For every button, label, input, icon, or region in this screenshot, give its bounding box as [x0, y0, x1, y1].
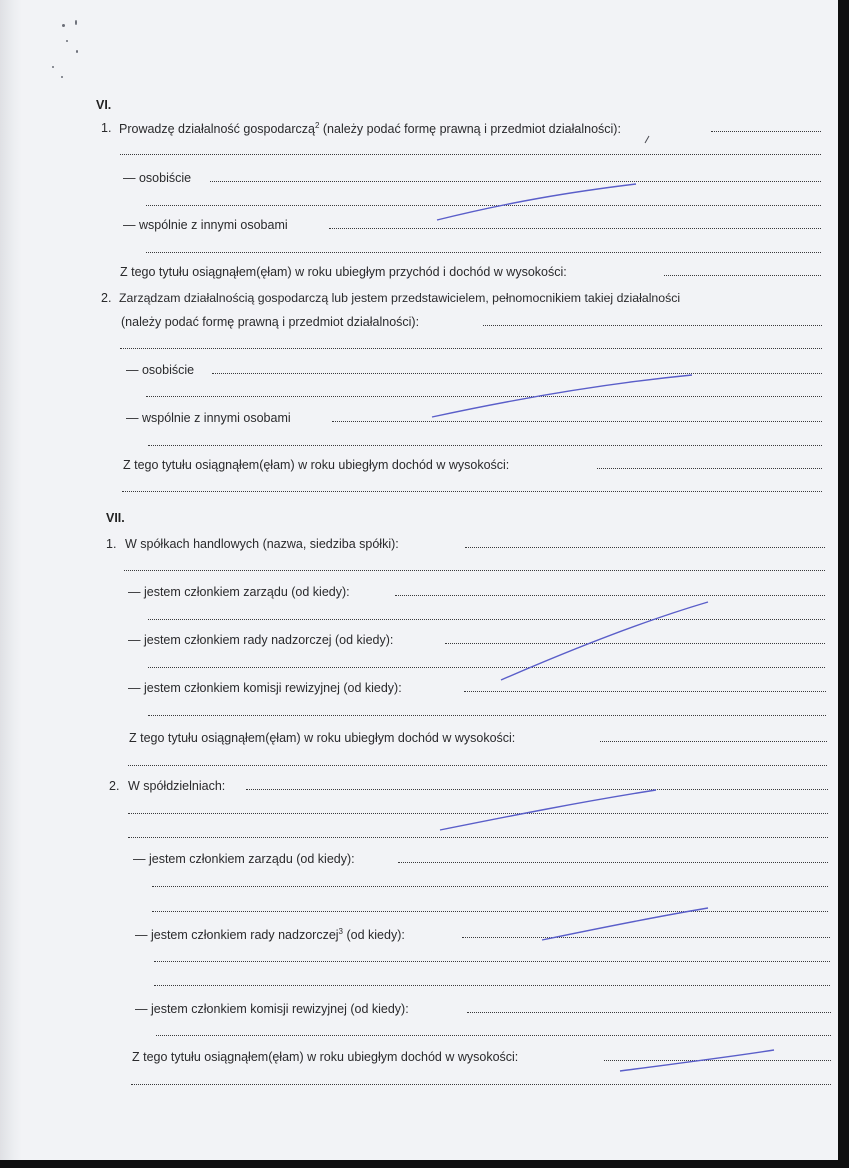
scan-edge	[0, 0, 22, 1160]
option-jointly: — wspólnie z innymi osobami	[123, 218, 288, 232]
answer-line[interactable]	[464, 691, 826, 692]
answer-line[interactable]	[483, 325, 822, 326]
section-heading-vii: VII.	[106, 511, 125, 525]
answer-line[interactable]	[152, 911, 828, 912]
scan-speck	[61, 76, 63, 78]
section-heading-vi: VI.	[96, 98, 112, 112]
answer-line[interactable]	[124, 570, 825, 571]
option-supervisory-board	[135, 928, 405, 942]
question-cooperatives: W spółdzielniach:	[128, 779, 226, 793]
answer-line[interactable]	[148, 619, 825, 620]
question-management: Zarządzam działalnością gospodarczą lub jestem przedstawicielem, pełnomocnikiem takiej działalności	[119, 291, 681, 305]
option-board-member: — jestem członkiem zarządu (od kiedy):	[133, 852, 355, 866]
scan-speck	[52, 66, 54, 68]
answer-line[interactable]	[146, 205, 821, 206]
answer-line[interactable]	[154, 961, 830, 962]
answer-line[interactable]	[148, 667, 825, 668]
question-management-cont: (należy podać formę prawną i przedmiot działalności):	[121, 315, 420, 329]
answer-line[interactable]	[210, 181, 821, 182]
option-personally: — osobiście	[126, 363, 195, 377]
answer-line[interactable]	[212, 373, 822, 374]
answer-line[interactable]	[120, 154, 821, 155]
answer-line[interactable]	[146, 252, 821, 253]
answer-line[interactable]	[465, 547, 825, 548]
answer-line[interactable]	[146, 396, 822, 397]
option-supervisory-board: — jestem członkiem rady nadzorczej (od kiedy):	[128, 633, 394, 647]
answer-line[interactable]	[122, 491, 822, 492]
option-board-member: — jestem członkiem zarządu (od kiedy):	[128, 585, 350, 599]
option-personally: — osobiście	[123, 171, 192, 185]
answer-line[interactable]	[246, 789, 828, 790]
answer-line[interactable]	[597, 468, 822, 469]
answer-line[interactable]	[467, 1012, 831, 1013]
answer-line[interactable]	[664, 275, 821, 276]
answer-line[interactable]	[120, 348, 822, 349]
option-audit-committee: — jestem członkiem komisji rewizyjnej (od kiedy):	[135, 1002, 409, 1016]
scan-speck	[76, 50, 78, 53]
item-number: 2.	[109, 779, 120, 793]
option-text-cont: (od kiedy):	[343, 928, 405, 943]
scan-speck	[62, 24, 65, 27]
scan-speck	[66, 40, 68, 42]
answer-line[interactable]	[154, 985, 830, 986]
item-number: 1.	[106, 537, 117, 551]
income-statement: Z tego tytułu osiągnąłem(ęłam) w roku ubiegłym dochód w wysokości:	[129, 731, 516, 745]
answer-line[interactable]	[604, 1060, 831, 1061]
answer-line[interactable]	[600, 741, 827, 742]
answer-line[interactable]	[152, 886, 828, 887]
answer-line[interactable]	[128, 837, 828, 838]
answer-line[interactable]	[332, 421, 822, 422]
income-statement: Z tego tytułu osiągnąłem(ęłam) w roku ubiegłym dochód w wysokości:	[132, 1050, 519, 1064]
answer-line[interactable]	[148, 445, 822, 446]
item-number: 1.	[101, 121, 112, 135]
footnote-mark: 2	[314, 121, 320, 130]
answer-line[interactable]	[398, 862, 828, 863]
answer-line[interactable]	[462, 937, 830, 938]
income-statement: Z tego tytułu osiągnąłem(ęłam) w roku ubiegłym przychód i dochód w wysokości:	[120, 265, 567, 279]
option-jointly: — wspólnie z innymi osobami	[126, 411, 291, 425]
answer-line[interactable]	[131, 1084, 831, 1085]
answer-line[interactable]	[445, 643, 825, 644]
question-commercial-companies: W spółkach handlowych (nazwa, siedziba spółki):	[125, 537, 399, 551]
answer-line[interactable]	[329, 228, 821, 229]
answer-line[interactable]	[148, 715, 826, 716]
footnote-mark: 3	[338, 927, 343, 936]
answer-line[interactable]	[128, 813, 828, 814]
answer-line[interactable]	[395, 595, 825, 596]
option-text: — jestem członkiem rady nadzorczej	[135, 928, 339, 943]
answer-line[interactable]	[156, 1035, 831, 1036]
income-statement: Z tego tytułu osiągnąłem(ęłam) w roku ubiegłym dochód w wysokości:	[123, 458, 510, 472]
question-business-activity	[119, 122, 621, 136]
scan-speck	[75, 20, 77, 25]
question-text-cont: (należy podać formę prawną i przedmiot działalności):	[319, 122, 621, 137]
question-text: Prowadzę działalność gospodarczą	[119, 122, 315, 137]
answer-line[interactable]	[711, 131, 821, 132]
item-number: 2.	[101, 291, 112, 305]
option-audit-committee: — jestem członkiem komisji rewizyjnej (od kiedy):	[128, 681, 402, 695]
answer-line[interactable]	[128, 765, 827, 766]
